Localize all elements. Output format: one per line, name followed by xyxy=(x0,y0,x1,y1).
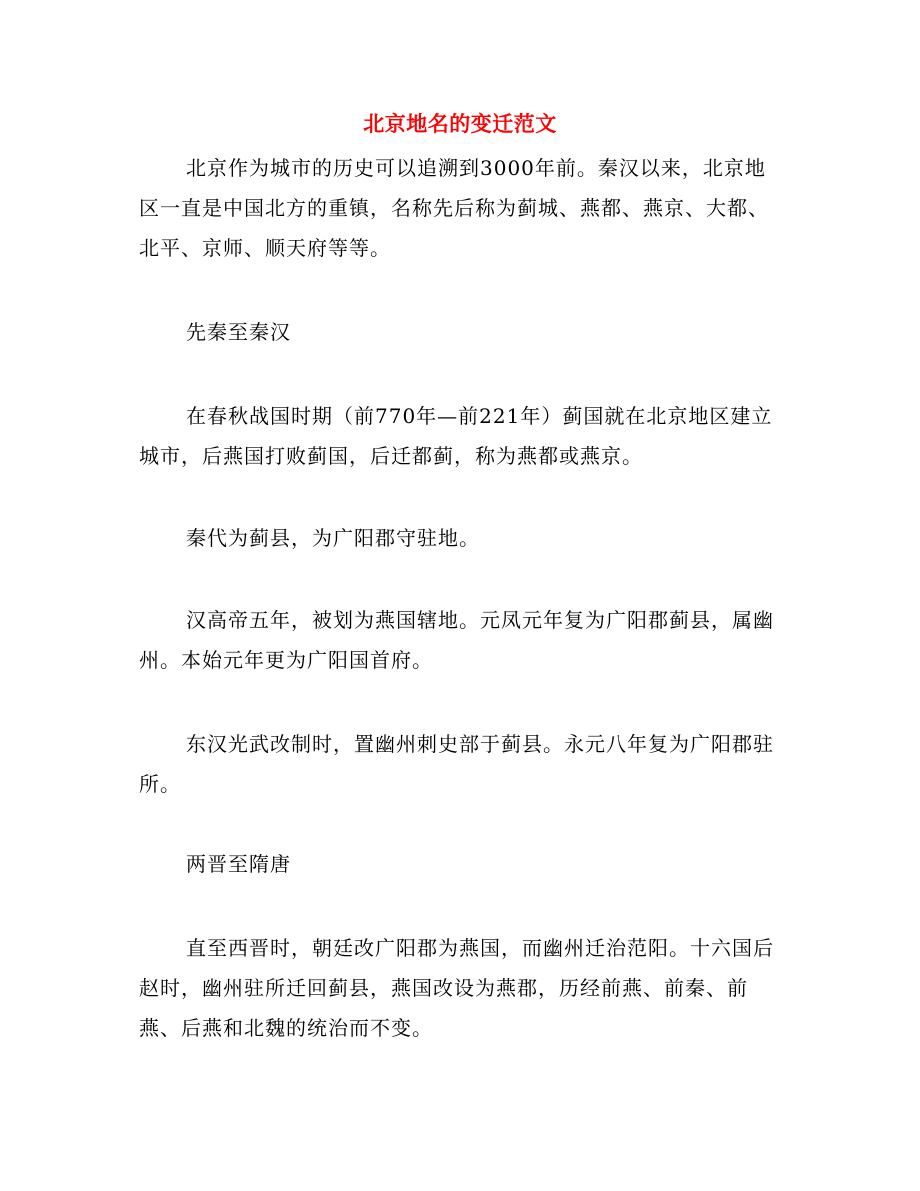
section-heading-jin-to-sui-tang: 两晋至隋唐 xyxy=(186,852,291,876)
section-heading-pre-qin-to-qin-han: 先秦至秦汉 xyxy=(186,320,291,344)
document-title: 北京地名的变迁范文 xyxy=(363,111,557,136)
paragraph-han-gaodi: 汉高帝五年，被划为燕国辖地。元凤元年复为广阳郡蓟县，属幽州。本始元年更为广阳国首府。 xyxy=(139,608,774,672)
paragraph-qin-dynasty: 秦代为蓟县，为广阳郡守驻地。 xyxy=(186,526,480,550)
paragraph-western-jin: 直至西晋时，朝廷改广阳郡为燕国，而幽州迁治范阳。十六国后赵时，幽州驻所迁回蓟县，燕国改设为燕郡，历经前燕、前秦、前燕、后燕和北魏的统治而不变。 xyxy=(139,936,774,1040)
paragraph-intro: 北京作为城市的历史可以追溯到3000年前。秦汉以来，北京地区一直是中国北方的重镇，名称先后称为蓟城、燕都、燕京、大都、北平、京师、顺天府等等。 xyxy=(139,156,769,260)
paragraph-spring-autumn: 在春秋战国时期（前770年—前221年）蓟国就在北京地区建立城市，后燕国打败蓟国，后迁都蓟，称为燕都或燕京。 xyxy=(139,404,773,468)
paragraph-eastern-han: 东汉光武改制时，置幽州刺史部于蓟县。永元八年复为广阳郡驻所。 xyxy=(139,732,774,796)
